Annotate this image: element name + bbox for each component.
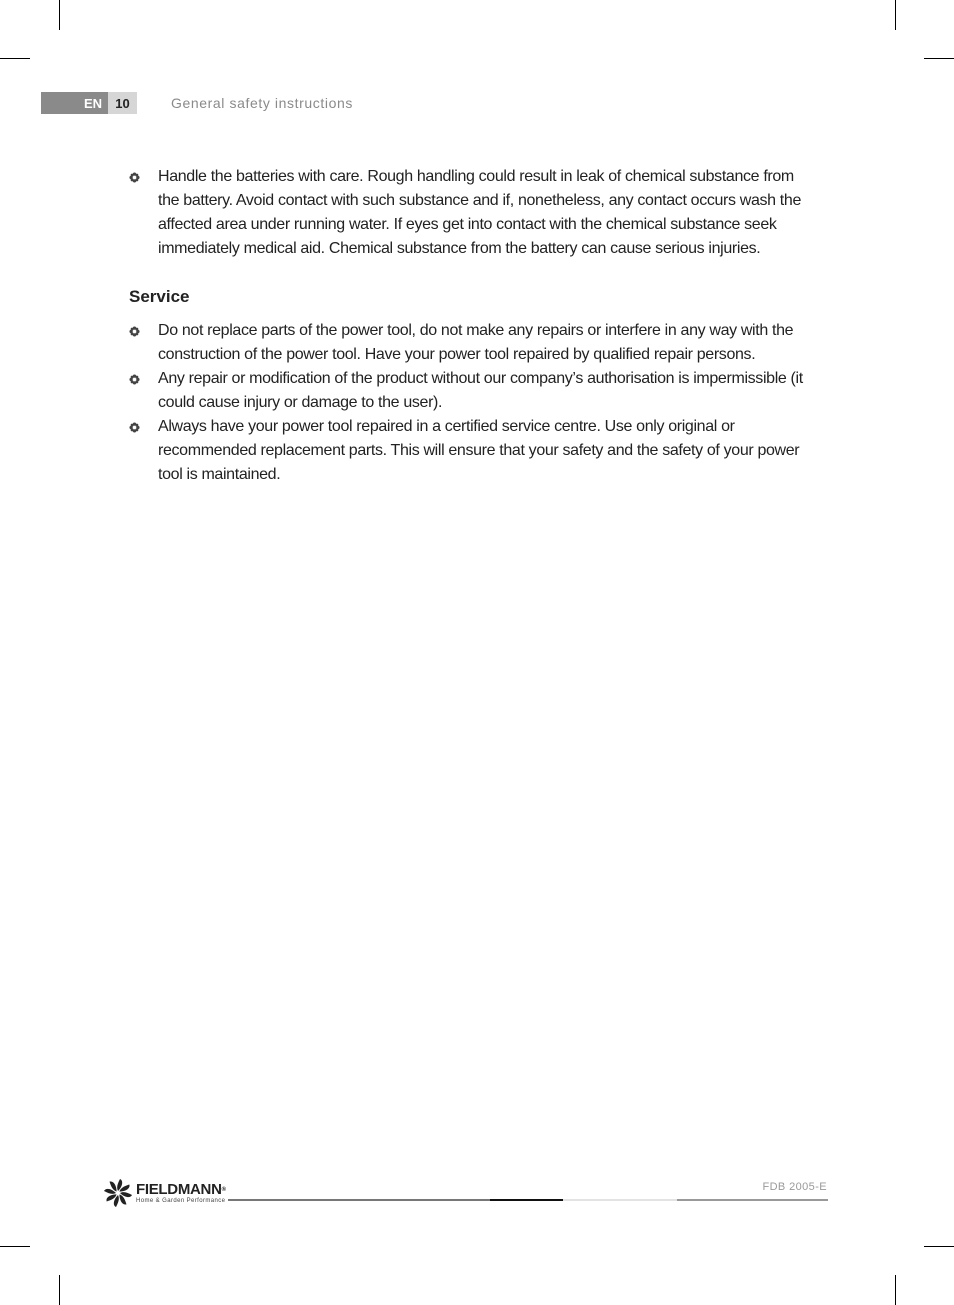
service-list (129, 319, 819, 487)
bullet-text: Do not replace parts of the power tool, do not make any repairs or interfere in any way with the construction of the power tool. Have your power tool repaired by qualified repair persons. (158, 322, 794, 363)
flower-bullet-icon (129, 422, 140, 433)
main-content (129, 165, 819, 487)
crop-mark (924, 1246, 954, 1247)
list-item (129, 415, 819, 487)
service-heading: Service (129, 287, 190, 306)
flower-bullet-icon (129, 374, 140, 385)
model-number: FDB 2005-E (762, 1181, 827, 1193)
brand-text (136, 1182, 226, 1205)
section-title: General safety instructions (171, 95, 353, 111)
crop-mark (895, 0, 896, 30)
brand-name: FIELDMANN® (136, 1180, 226, 1198)
bullet-text: Always have your power tool repaired in a certified service centre. Use only original or recommended replacement parts. This will ensure that your safety and the safety of your power tool is maintained. (158, 418, 800, 483)
list-item (129, 367, 819, 415)
crop-mark (0, 58, 30, 59)
flower-bullet-icon (129, 172, 140, 183)
page-header-tab (41, 92, 137, 114)
brand-tagline: Home & Garden Performance (136, 1197, 226, 1204)
footer-divider (228, 1199, 828, 1201)
crop-mark (59, 1275, 60, 1305)
list-item (129, 319, 819, 367)
brand-logo (103, 1178, 226, 1208)
bullet-text: Handle the batteries with care. Rough handling could result in leak of chemical substance from the battery. Avoid contact with such substance and if, nonetheless, any contact occurs wash the affected area under running water. If eyes get into contact with the chemical substance seek immediately medical aid. Chemical substance from the battery can cause serious injuries. (158, 168, 802, 257)
crop-mark (924, 58, 954, 59)
crop-mark (895, 1275, 896, 1305)
crop-mark (59, 0, 60, 30)
bullet-text: Any repair or modification of the product without our company’s authorisation is impermissible (it could cause injury or damage to the user). (158, 370, 803, 411)
flower-bullet-icon (129, 326, 140, 337)
crop-mark (0, 1246, 30, 1247)
list-item (129, 165, 819, 261)
page-number: 10 (108, 92, 137, 114)
fieldmann-swirl-logo-icon (103, 1178, 133, 1208)
battery-list (129, 165, 819, 261)
language-label: EN (41, 92, 108, 114)
trademark: ® (221, 1186, 226, 1193)
